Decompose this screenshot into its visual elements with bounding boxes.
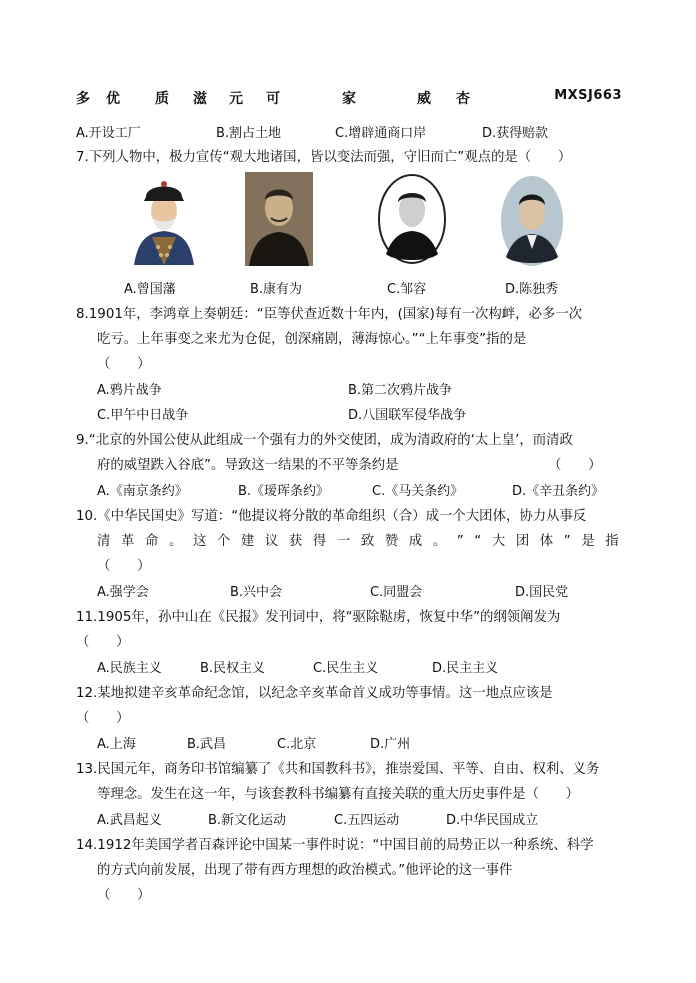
q10-line-2-char: 大 xyxy=(491,534,506,549)
q9-option-d: D.《辛丑条约》 xyxy=(512,484,605,499)
header-char: 质 xyxy=(155,91,169,107)
q8-answer-paren: （ ） xyxy=(97,357,151,372)
q6-option-c: C.增辟通商口岸 xyxy=(335,126,427,141)
q10-line-2-char: 得 xyxy=(312,534,327,549)
q10-line-1: 10.《中华民国史》写道：“他提议将分散的革命组织（合）成一个大团体，协力从事反 xyxy=(76,509,587,524)
q9-line-2: 府的威望跌入谷底”。导致这一结果的不平等条约是 xyxy=(97,458,399,473)
q14-line-1: 14.1912年美国学者百森评论中国某一事件时说：“中国目前的局势正以一种系统、科学 xyxy=(76,838,594,853)
q11-answer-paren: （ ） xyxy=(76,635,130,650)
q9-line-1: 9.“北京的外国公使从此组成一个强有力的外交使团，成为清政府的‘太上皇’，而清政 xyxy=(76,433,573,448)
q10-line-2-char: 。 xyxy=(432,534,447,549)
q9-answer-paren: （ ） xyxy=(548,458,602,473)
q7-option-b: B.康有为 xyxy=(250,282,303,297)
q11-line-1: 11.1905年，孙中山在《民报》发刊词中，将“驱除鞑虏，恢复中华”的纲领阐发为 xyxy=(76,610,561,625)
q10-line-2-char: 体 xyxy=(539,534,554,549)
q10-line-2-char: 建 xyxy=(240,534,255,549)
q10-line-2-char: 成 xyxy=(408,534,423,549)
q10-option-d: D.国民党 xyxy=(515,585,569,600)
q6-option-b: B.割占土地 xyxy=(216,126,282,141)
q12-answer-paren: （ ） xyxy=(76,711,130,726)
header-char: 优 xyxy=(106,91,120,107)
portrait-kang-youwei xyxy=(245,172,313,266)
q9-option-a: A.《南京条约》 xyxy=(97,484,188,499)
q13-option-a: A.武昌起义 xyxy=(97,813,162,828)
q12-option-d: D.广州 xyxy=(370,737,411,752)
q10-line-2-char: 致 xyxy=(360,534,375,549)
q11-option-c: C.民生主义 xyxy=(313,661,379,676)
header-char: 滋 xyxy=(193,91,207,107)
q7-option-d: D.陈独秀 xyxy=(505,282,559,297)
q8-line-1: 8.1901年，李鸿章上奏朝廷：“臣等伏查近数十年内，(国家)每有一次构衅，必多一次 xyxy=(76,307,583,322)
q13-line-2: 等理念。发生在这一年，与该套教科书编纂有直接关联的重大历史事件是（ ） xyxy=(97,787,580,802)
q10-line-2-char: ” xyxy=(563,534,571,549)
q13-option-c: C.五四运动 xyxy=(334,813,400,828)
portrait-zou-rong xyxy=(378,174,446,264)
q11-option-b: B.民权主义 xyxy=(200,661,266,676)
q6-option-a: A.开设工厂 xyxy=(76,126,141,141)
q10-line-2-char: 革 xyxy=(120,534,135,549)
q10-line-2-char: “ xyxy=(474,534,482,549)
q13-option-b: B.新文化运动 xyxy=(208,813,287,828)
header-char: 多 xyxy=(76,91,90,107)
header-char: 杏 xyxy=(456,91,470,107)
header-char: 威 xyxy=(417,91,431,107)
page-header xyxy=(76,88,622,108)
header-char: 元 xyxy=(229,91,243,107)
q8-option-c: C.甲午中日战争 xyxy=(97,408,189,423)
header-char: 家 xyxy=(342,91,356,107)
q10-line-2-char: 。 xyxy=(168,534,183,549)
q10-line-2-char: 赞 xyxy=(384,534,399,549)
q10-line-2-char: ” xyxy=(456,534,464,549)
q13-option-d: D.中华民国成立 xyxy=(446,813,539,828)
q8-option-a: A.鸦片战争 xyxy=(97,383,162,398)
q10-line-2 xyxy=(97,532,619,552)
q10-line-2-char: 议 xyxy=(264,534,279,549)
q10-line-2-char: 获 xyxy=(288,534,303,549)
q12-option-a: A.上海 xyxy=(97,737,136,752)
q11-option-d: D.民主主义 xyxy=(432,661,499,676)
q10-line-2-char: 个 xyxy=(216,534,231,549)
q12-option-b: B.武昌 xyxy=(187,737,227,752)
paper-code: MXSJ663 xyxy=(554,88,622,103)
q10-line-2-char: 清 xyxy=(97,534,111,549)
q10-answer-paren: （ ） xyxy=(97,559,151,574)
q10-line-2-char: 命 xyxy=(144,534,159,549)
q12-line-1: 12.某地拟建辛亥革命纪念馆，以纪念辛亥革命首义成功等事情。这一地点应该是 xyxy=(76,686,553,701)
q11-option-a: A.民族主义 xyxy=(97,661,162,676)
q7-option-a: A.曾国藩 xyxy=(124,282,176,297)
portrait-zeng-guofan xyxy=(132,175,196,265)
q10-line-2-char: 一 xyxy=(336,534,351,549)
q14-line-2: 的方式向前发展，出现了带有西方理想的政治模式。”他评论的这一事件 xyxy=(97,863,513,878)
q10-line-2-char: 团 xyxy=(515,534,530,549)
q12-option-c: C.北京 xyxy=(277,737,317,752)
header-char: 可 xyxy=(266,91,280,107)
q10-option-a: A.强学会 xyxy=(97,585,149,600)
q8-option-b: B.第二次鸦片战争 xyxy=(348,383,453,398)
q9-option-c: C.《马关条约》 xyxy=(372,484,464,499)
q14-answer-paren: （ ） xyxy=(97,888,151,903)
q9-option-b: B.《瑷珲条约》 xyxy=(238,484,330,499)
q10-option-c: C.同盟会 xyxy=(370,585,423,600)
portrait-chen-duxiu xyxy=(500,175,564,267)
q10-line-2-char: 这 xyxy=(192,534,207,549)
q8-line-2: 吃亏。上年事变之来尤为仓促，创深痛剧，薄海惊心。”“上年事变”指的是 xyxy=(97,332,527,347)
q8-option-d: D.八国联军侵华战争 xyxy=(348,408,467,423)
q10-option-b: B.兴中会 xyxy=(230,585,283,600)
q6-option-d: D.获得赔款 xyxy=(482,126,549,141)
q7-option-c: C.邹容 xyxy=(387,282,427,297)
q13-line-1: 13.民国元年，商务印书馆编纂了《共和国教科书》，推崇爱国、平等、自由、权利、义务 xyxy=(76,762,600,777)
q10-line-2-char: 指 xyxy=(605,534,619,549)
q10-line-2-char: 是 xyxy=(581,534,595,549)
q7-stem: 7.下列人物中，极力宣传“观大地诸国，皆以变法而强，守旧而亡”观点的是（ ） xyxy=(76,150,572,165)
